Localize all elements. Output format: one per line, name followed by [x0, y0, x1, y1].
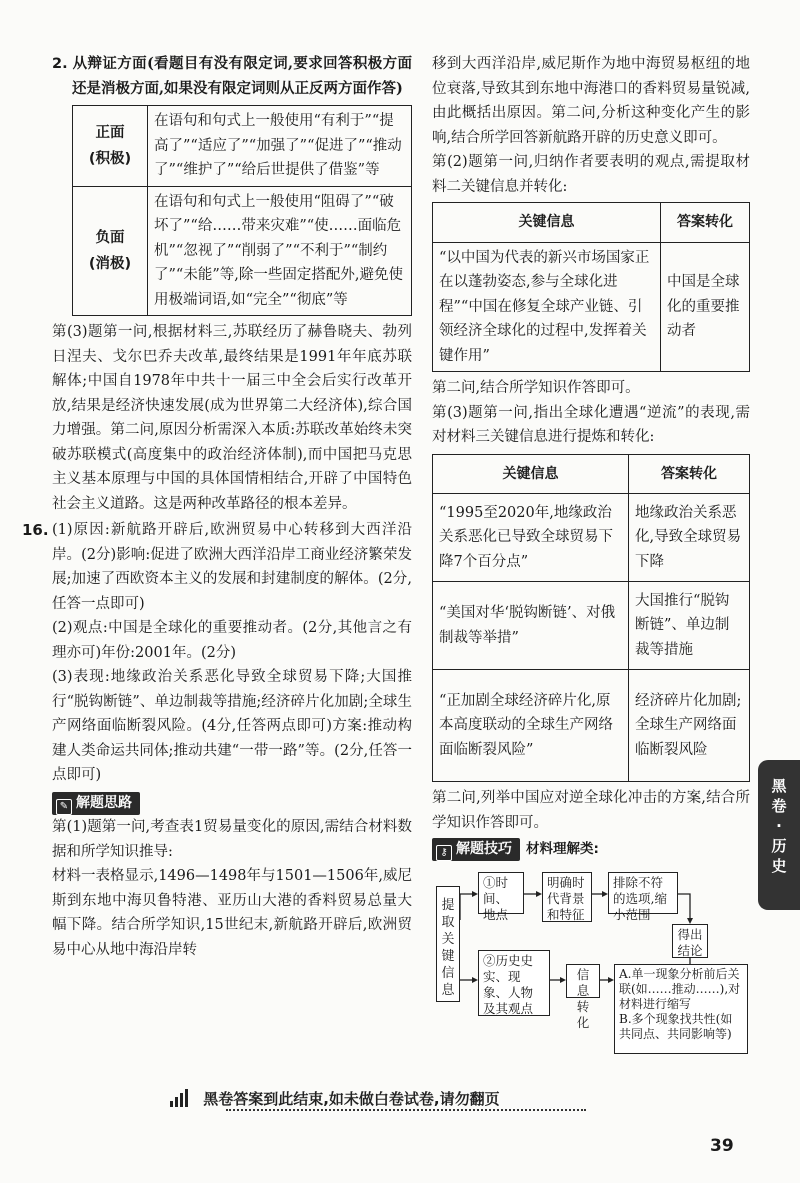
thinking-para2: 材料一表格显示,1496—1498年与1501—1506年,威尼斯到东地中海贝鲁特港、亚历山大港的香料贸易总量大幅下降。结合所学知识,15世纪末,新航路开辟后,欧洲贸易中心从地中海沿岸转	[52, 868, 412, 958]
key-info-cell: “正加剧全球经济碎片化,原本高度联动的全球生产网络面临断裂风险”	[433, 670, 629, 782]
table-row	[433, 494, 750, 582]
thinking-para1: 第(1)题第一问,考查表1贸易量变化的原因,需结合材料数据和所学知识推导:	[52, 819, 412, 860]
col-header-key: 关键信息	[433, 203, 661, 243]
negative-label-line1: 负面	[95, 229, 125, 246]
dotted-divider	[226, 1109, 586, 1111]
table-header-row	[433, 203, 750, 243]
thinking-label-text: 解题思路	[76, 794, 132, 811]
negative-label	[73, 186, 148, 316]
right-q3-second: 第二问,列举中国应对逆全球化冲击的方案,结合所学知识作答即可。	[432, 790, 750, 831]
table-header-row	[433, 454, 750, 494]
table-row-positive	[73, 106, 412, 187]
key-icon: ⚷	[436, 845, 452, 861]
left-column	[22, 52, 412, 962]
key-info-cell: “美国对华‘脱钩断链’、对俄制裁等举措”	[433, 582, 629, 670]
col-header-key: 关键信息	[433, 454, 629, 494]
side-tab-char: 历	[771, 837, 787, 855]
side-tab-char: 卷	[771, 797, 787, 815]
tips-label	[432, 838, 520, 861]
flow-conclusion-box: 得出结论	[672, 924, 708, 958]
q2-text: 从辩证方面(看题目有没有限定词,要求回答积极方面还是消极方面,如果没有限定词则从正反两方面作答)	[72, 55, 412, 97]
flow-transform-box: 信息转化	[566, 964, 600, 998]
table-row	[433, 242, 750, 372]
pencil-note-icon: ✎	[56, 799, 72, 815]
side-tab-char: 黑	[771, 777, 787, 795]
flow-methods-box: A.单一现象分析前后关联(如……推动……),对材料进行缩写 B.多个现象找共性(如共同点、共同影响等)	[614, 964, 748, 1054]
end-notice	[170, 1088, 610, 1111]
positive-label	[73, 106, 148, 187]
subject-side-tab	[758, 760, 800, 910]
key-info-cell: “以中国为代表的新兴市场国家正在以蓬勃姿态,参与全球化进程”“中国在修复全球产业链、引领经济全球化的过程中,发挥着关键作用”	[433, 242, 661, 372]
bar-chart-icon	[170, 1089, 190, 1111]
answer-cell: 地缘政治关系恶化,导致全球贸易下降	[629, 494, 750, 582]
positive-text: 在语句和句式上一般使用“有利于”“提高了”“适应了”“加强了”“促进了”“推动了”“维护了”“给后世提供了借鉴”等	[148, 106, 412, 187]
q2-number: 2.	[52, 56, 68, 72]
right-continuation: 移到大西洋沿岸,威尼斯作为地中海贸易枢纽的地位衰落,导致其到东地中海港口的香料贸易量锐减,由此概括出原因。第二问,分析这种变化产生的影响,结合所学回答新航路开辟的历史意义即可。	[432, 56, 750, 146]
side-tab-char: 史	[771, 857, 787, 875]
table-row	[433, 670, 750, 782]
key-info-table-2	[432, 454, 750, 783]
flow-exclude-box: 排除不符的选项,缩小范围	[608, 872, 678, 914]
answer-cell: 经济碎片化加剧;全球生产网络面临断裂风险	[629, 670, 750, 782]
q3-analysis: 第(3)题第一问,根据材料三,苏联经历了赫鲁晓夫、勃列日涅夫、戈尔巴乔夫改革,最终结果是1991年年底苏联解体;中国自1978年中共十一届三中全会后实行改革开放,结果是经济快速发展(成为世界第二大经济体),综合国力增强。第二问,原因分析需深入本质:苏联改革始终未突破苏联模式(高度集中的政治经济体制),而中国把马克思主义基本原理与中国的具体国情相结合,开辟了中国特色社会主义道路。这是两种改革路径的根本差异。	[52, 324, 412, 512]
dialectic-table	[72, 105, 412, 316]
key-info-cell: “1995至2020年,地缘政治关系恶化已导致全球贸易下降7个百分点”	[433, 494, 629, 582]
side-tab-char: ·	[776, 817, 782, 835]
q16-part1: (1)原因:新航路开辟后,欧洲贸易中心转移到大西洋沿岸。(2分)影响:促进了欧洲大西洋沿岸工商业经济繁荣发展;加速了西欧资本主义的发展和封建制度的解体。(2分,任答一点即可)	[52, 522, 412, 612]
table-row-negative	[73, 186, 412, 316]
positive-label-line1: 正面	[95, 124, 125, 141]
positive-label-line2: (积极)	[88, 150, 132, 167]
right-q2-intro: 第(2)题第一问,归纳作者要表明的观点,需提取材料二关键信息并转化:	[432, 154, 750, 195]
q16-part2: (2)观点:中国是全球化的重要推动者。(2分,其他言之有理亦可)年份:2001年。(2分)	[52, 620, 412, 661]
q16-answer	[22, 518, 412, 788]
table-row	[433, 582, 750, 670]
flow-facts-box: ②历史史实、现象、人物及其观点	[478, 950, 550, 1016]
negative-label-line2: (消极)	[88, 255, 132, 272]
flow-time-place-box: ①时间、地点	[478, 872, 524, 914]
flow-root-box: 提取关键信息	[436, 886, 460, 1002]
material-flow-diagram	[432, 870, 750, 1055]
col-header-answer: 答案转化	[661, 203, 750, 243]
q16-part3: (3)表现:地缘政治关系恶化导致全球贸易下降;大国推行“脱钩断链”、单边制裁等措施;经济碎片化加剧;全球生产网络面临断裂风险。(4分,任答两点即可)方案:推动构建人类命运共同体;推动共建“一带一路”等。(2分,任答一点即可)	[52, 669, 412, 783]
flow-background-box: 明确时代背景和特征	[542, 872, 592, 922]
answer-cell: 中国是全球化的重要推动者	[661, 242, 750, 372]
right-column	[432, 52, 750, 1055]
tips-label-text: 解题技巧	[456, 840, 512, 857]
key-info-table-1	[432, 202, 750, 372]
thinking-label-row	[52, 791, 412, 816]
thinking-label	[52, 792, 140, 815]
tips-title: 材料理解类:	[526, 841, 599, 857]
tips-row	[432, 837, 750, 862]
end-notice-text: 黑卷答案到此结束,如未做白卷试卷,请勿翻页	[203, 1090, 500, 1108]
col-header-answer: 答案转化	[629, 454, 750, 494]
right-q3-intro: 第(3)题第一问,指出全球化遭遇“逆流”的表现,需对材料三关键信息进行提炼和转化:	[432, 404, 750, 445]
answer-cell: 大国推行“脱钩断链”、单边制裁等措施	[629, 582, 750, 670]
right-q2-second: 第二问,结合所学知识作答即可。	[432, 380, 640, 396]
negative-text: 在语句和句式上一般使用“阻碍了”“破坏了”“给……带来灾难”“使……面临危机”“忽视了”“削弱了”“不利于”“制约了”“未能”等,除一些固定搭配外,避免使用极端词语,如“完全”“彻底”等	[148, 186, 412, 316]
q2-heading	[52, 52, 412, 101]
page-number: 39	[710, 1136, 734, 1156]
q16-number: 16.	[22, 521, 49, 539]
